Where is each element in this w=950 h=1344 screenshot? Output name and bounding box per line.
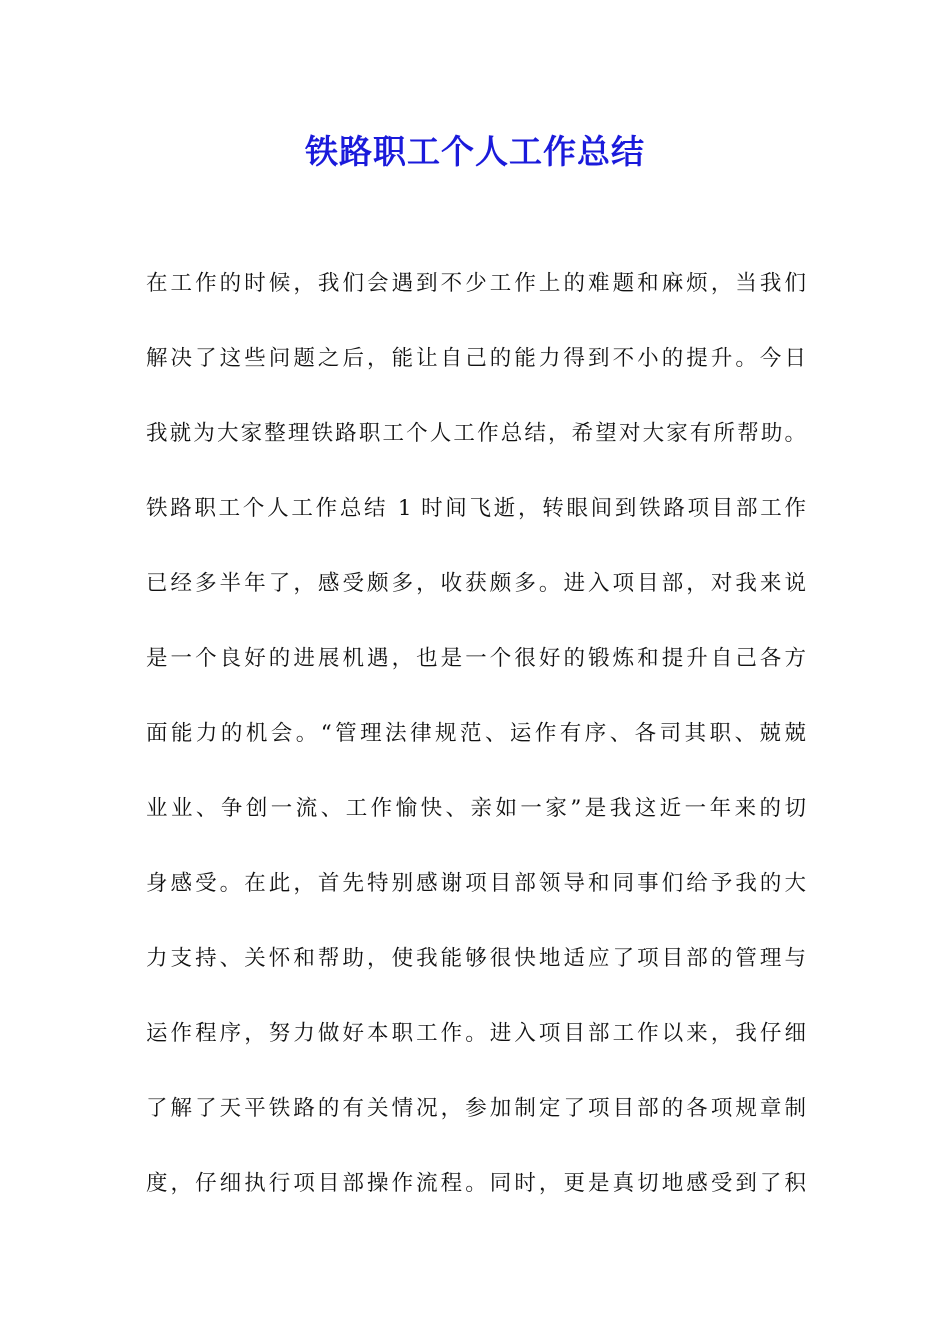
body-line: 解决了这些问题之后，能让自己的能力得到不小的提升。今日	[146, 346, 806, 371]
body-line: 已经多半年了，感受颇多，收获颇多。进入项目部，对我来说	[146, 571, 806, 596]
body-line: 业业、争创一流、工作愉快、亲如一家”是我这近一年来的切	[146, 796, 806, 821]
body-line: 身感受。在此，首先特别感谢项目部领导和同事们给予我的大	[146, 871, 806, 896]
body-line: 铁路职工个人工作总结 1 时间飞逝，转眼间到铁路项目部工作	[146, 496, 806, 521]
document-title: 铁路职工个人工作总结	[305, 132, 645, 171]
body-line: 了解了天平铁路的有关情况，参加制定了项目部的各项规章制	[146, 1096, 806, 1121]
body-line: 面能力的机会。“管理法律规范、运作有序、各司其职、兢兢	[146, 721, 806, 746]
body-line: 在工作的时候，我们会遇到不少工作上的难题和麻烦，当我们	[146, 271, 806, 296]
body-line: 度，仔细执行项目部操作流程。同时，更是真切地感受到了积	[146, 1171, 806, 1196]
body-line: 我就为大家整理铁路职工个人工作总结，希望对大家有所帮助。	[146, 421, 806, 446]
body-line: 运作程序，努力做好本职工作。进入项目部工作以来，我仔细	[146, 1021, 806, 1046]
body-line: 力支持、关怀和帮助，使我能够很快地适应了项目部的管理与	[146, 946, 806, 971]
body-line: 是一个良好的进展机遇，也是一个很好的锻炼和提升自己各方	[146, 646, 806, 671]
document-body	[146, 262, 806, 1237]
